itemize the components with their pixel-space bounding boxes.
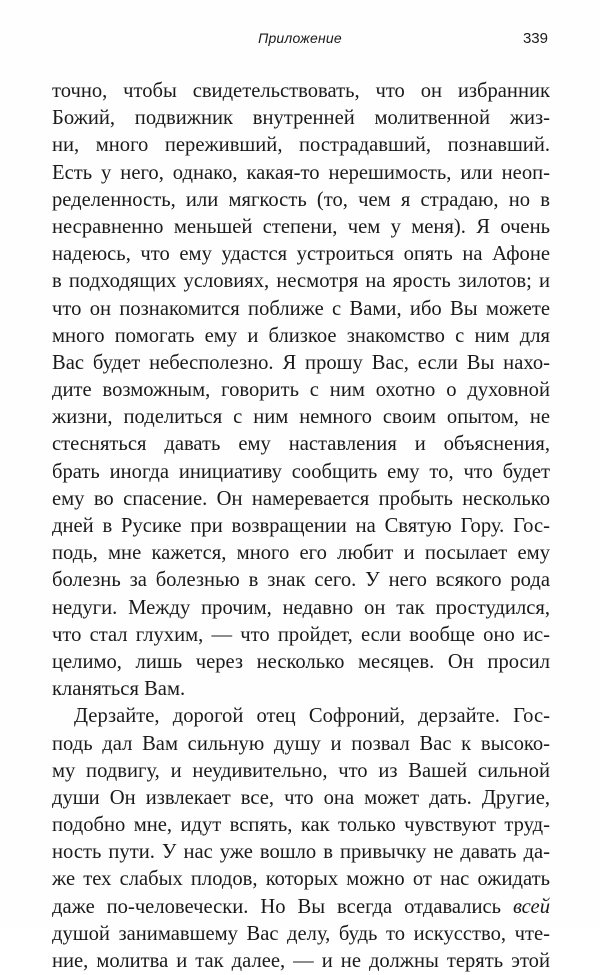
text-line: подь дал Вам сильную душу и позвал Вас к высоко-: [52, 732, 550, 755]
emphasized-word: всей: [513, 895, 550, 918]
text-line: му подвигу, и неудивительно, что из Вашей сильной: [52, 759, 550, 782]
text-line: Есть у него, однако, какая-то нерешимость, или неоп-: [52, 161, 550, 184]
text-line: жизни, поделиться с ним немного своим опытом, не: [52, 406, 550, 429]
running-title: Приложение: [258, 30, 342, 46]
page-number: 339: [522, 30, 548, 47]
paragraph-end-line: кланяться Вам.: [52, 678, 186, 701]
text-line-with-emphasis: [52, 894, 550, 921]
text-line: Вас будет небесполезно. Я прошу Вас, если Вы нахо-: [52, 351, 550, 374]
text-line: надеюсь, что ему удастся устроиться опять на Афоне: [52, 243, 550, 266]
text-line: целимо, лишь через несколько месяцев. Он просил: [52, 650, 550, 673]
text-line: что стал глухим, — что пройдет, если вообще оно ис-: [52, 623, 550, 646]
text-line: ность пути. У нас уже вошло в привычку не давать да-: [52, 841, 550, 864]
text-line: недуги. Между прочим, недавно он так простудился,: [52, 596, 550, 619]
text-line: брать иногда инициативу сообщить ему то, что будет: [52, 460, 550, 483]
text-line: что он познакомится поближе с Вами, ибо Вы можете: [52, 297, 550, 320]
text-line: точно, чтобы свидетельствовать, что он избранник: [52, 80, 550, 102]
text-segment: даже по-человечески. Но Вы всегда отдавались: [52, 895, 502, 918]
text-line: в подходящих условиях, несмотря на ярость зилотов; и: [52, 270, 550, 293]
text-line: болезнь за болезнью в знак сего. У него всякого рода: [52, 569, 550, 592]
text-line: подобно мне, идут вспять, как только чувствуют труд-: [52, 814, 550, 837]
text-line: ределенность, или мягкость (то, чем я страдаю, но в: [52, 188, 550, 211]
text-line: души Он извлекает все, что она может дать. Другие,: [52, 786, 550, 809]
text-line: ему во спасение. Он намеревается пробыть несколько: [52, 487, 550, 510]
text-line: подь, мне кажется, много его любит и посылает ему: [52, 542, 550, 565]
text-line: ни, много переживший, пострадавший, познавший.: [52, 134, 550, 157]
text-line: несравненно меньшей степени, чем у меня). Я очень: [52, 215, 550, 238]
text-line: дите возможным, говорить с ним охотно о духовной: [52, 379, 550, 402]
text-line: душой занимавшему Вас делу, будь то искусство, чте-: [52, 922, 550, 945]
text-line: стесняться давать ему наставления и объяснения,: [52, 433, 550, 456]
text-line: ние, молитва и так далее, — и не должны терять этой: [52, 950, 550, 972]
text-line: же тех слабых плодов, которых можно от нас ожидать: [52, 868, 550, 891]
running-header: [0, 30, 600, 52]
paragraph-start-line: Дерзайте, дорогой отец Софроний, дерзайте. Гос-: [74, 705, 550, 728]
text-line: Божий, подвижник внутренней молитвенной жиз-: [52, 107, 550, 130]
text-line: много помогать ему и близкое знакомство с ним для: [52, 324, 550, 347]
body-text: [52, 78, 550, 975]
text-line: дней в Русике при возвращении на Святую Гору. Гос-: [52, 515, 550, 537]
